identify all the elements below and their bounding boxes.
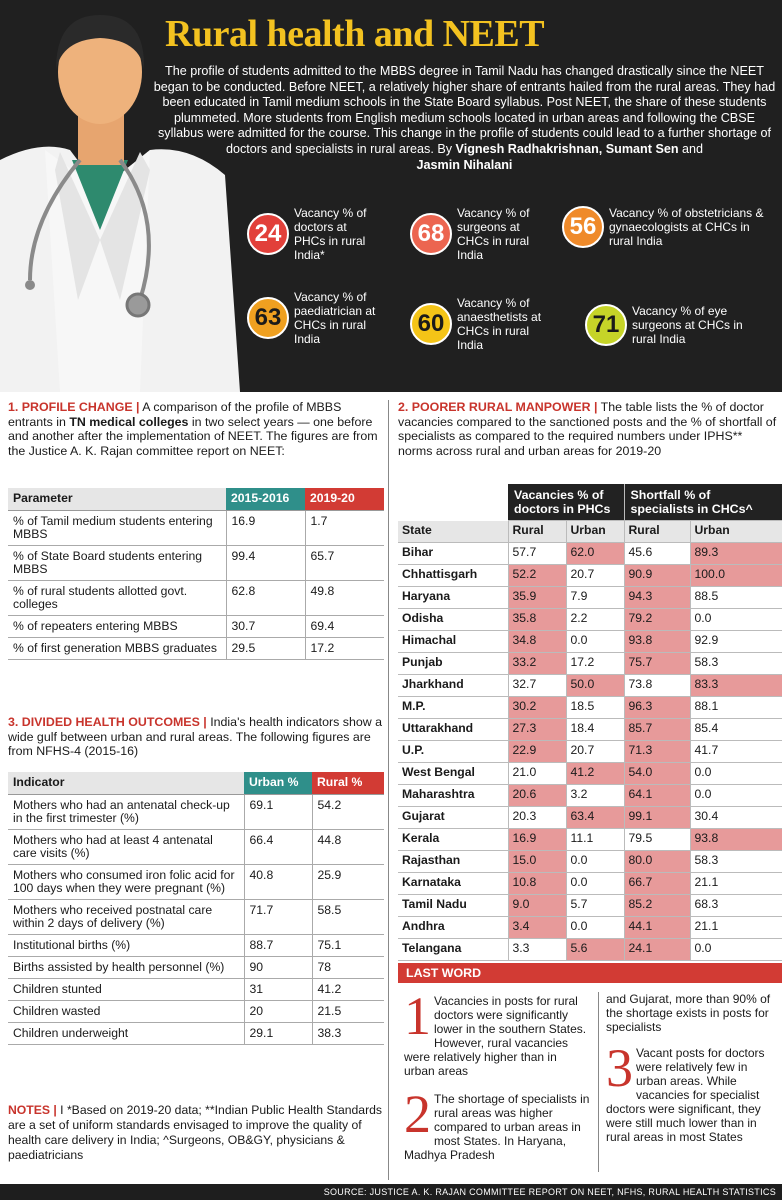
source-line: SOURCE: JUSTICE A. K. RAJAN COMMITTEE REPORT ON NEET, NFHS, RURAL HEALTH STATISTICS bbox=[0, 1184, 782, 1200]
point-text: The shortage of specialists in rural areas was higher compared to urban areas in most States. In Haryana, Madhya Pradesh bbox=[404, 1092, 590, 1162]
row-label: % of State Board students entering MBBS bbox=[8, 545, 226, 580]
row-label: Mothers who consumed iron folic acid for 100 days when they were pregnant (%) bbox=[8, 864, 244, 899]
cell-value: 62.0 bbox=[566, 543, 624, 565]
stat-label: Vacancy % of obstetricians & gynaecologists at CHCs in rural India bbox=[609, 206, 764, 248]
state-name: Rajasthan bbox=[398, 851, 508, 873]
cell-value: 11.1 bbox=[566, 829, 624, 851]
cell-value: 85.4 bbox=[690, 719, 782, 741]
col-header: Rural bbox=[508, 521, 566, 543]
state-name: West Bengal bbox=[398, 763, 508, 785]
cell-value: 83.3 bbox=[690, 675, 782, 697]
cell-value: 21.1 bbox=[690, 873, 782, 895]
stat-doctors-phc bbox=[247, 206, 402, 262]
row-label: % of repeaters entering MBBS bbox=[8, 615, 226, 637]
last-word-point-2 bbox=[404, 1084, 590, 1162]
cell-value: 0.0 bbox=[566, 873, 624, 895]
table-row bbox=[398, 939, 782, 961]
cell-value: 10.8 bbox=[508, 873, 566, 895]
table-row bbox=[8, 899, 384, 934]
group-header-row bbox=[398, 484, 782, 521]
col-header: Urban % bbox=[244, 772, 312, 794]
state-name: Maharashtra bbox=[398, 785, 508, 807]
stat-label: Vacancy % of doctors at PHCs in rural India* bbox=[294, 206, 367, 262]
cell-value: 21.0 bbox=[508, 763, 566, 785]
table-row bbox=[398, 829, 782, 851]
row-label: Mothers who had at least 4 antenatal care visits (%) bbox=[8, 829, 244, 864]
cell-value: 20.7 bbox=[566, 741, 624, 763]
stat-value: 56 bbox=[562, 206, 604, 248]
cell-value: 88.5 bbox=[690, 587, 782, 609]
cell-value: 65.7 bbox=[305, 545, 384, 580]
cell-value: 2.2 bbox=[566, 609, 624, 631]
stat-value: 68 bbox=[410, 213, 452, 255]
point-number: 1 bbox=[404, 986, 431, 1046]
table-header-row bbox=[398, 521, 782, 543]
row-label: % of first generation MBBS graduates bbox=[8, 637, 226, 659]
cell-value: 58.3 bbox=[690, 851, 782, 873]
cell-value: 66.7 bbox=[624, 873, 690, 895]
notes-heading: NOTES | bbox=[8, 1103, 61, 1117]
state-name: Punjab bbox=[398, 653, 508, 675]
state-name: Andhra bbox=[398, 917, 508, 939]
cell-value: 25.9 bbox=[312, 864, 384, 899]
cell-value: 99.1 bbox=[624, 807, 690, 829]
group-header-phc: Vacancies % of doctors in PHCs bbox=[508, 484, 624, 521]
outcomes-heading: 3. DIVIDED HEALTH OUTCOMES | bbox=[8, 715, 207, 729]
last-word-divider bbox=[598, 992, 599, 1172]
profile-intro bbox=[8, 400, 384, 458]
point-text: Vacancies in posts for rural doctors were significantly lower in the southern States. However, rural vacancies were relatively higher than in urban areas bbox=[404, 994, 587, 1078]
cell-value: 29.5 bbox=[226, 637, 305, 659]
cell-value: 69.1 bbox=[244, 794, 312, 829]
cell-value: 96.3 bbox=[624, 697, 690, 719]
cell-value: 52.2 bbox=[508, 565, 566, 587]
cell-value: 92.9 bbox=[690, 631, 782, 653]
cell-value: 29.1 bbox=[244, 1022, 312, 1044]
cell-value: 0.0 bbox=[690, 609, 782, 631]
cell-value: 90.9 bbox=[624, 565, 690, 587]
table-row bbox=[398, 697, 782, 719]
doctor-illustration bbox=[0, 0, 240, 392]
point-number: 3 bbox=[606, 1038, 633, 1098]
cell-value: 40.8 bbox=[244, 864, 312, 899]
state-name: Uttarakhand bbox=[398, 719, 508, 741]
stat-eye-surgeons bbox=[585, 304, 777, 346]
cell-value: 73.8 bbox=[624, 675, 690, 697]
outcomes-intro bbox=[8, 715, 384, 759]
profile-text-b: in two select years — one before and another after the implementation of NEET. The figures are from the Justice A. K. Rajan committee report on NEET: bbox=[8, 414, 378, 458]
last-word-heading: LAST WORD bbox=[398, 963, 782, 983]
state-name: Chhattisgarh bbox=[398, 565, 508, 587]
byline: Vignesh Radhakrishnan, Sumant Sen bbox=[455, 141, 679, 156]
manpower-heading: 2. POORER RURAL MANPOWER | bbox=[398, 400, 598, 414]
cell-value: 22.9 bbox=[508, 741, 566, 763]
manpower-intro bbox=[398, 400, 778, 458]
cell-value: 57.7 bbox=[508, 543, 566, 565]
table-row bbox=[8, 545, 384, 580]
state-name: Gujarat bbox=[398, 807, 508, 829]
state-name: Jharkhand bbox=[398, 675, 508, 697]
col-header: State bbox=[398, 521, 508, 543]
cell-value: 49.8 bbox=[305, 580, 384, 615]
cell-value: 9.0 bbox=[508, 895, 566, 917]
cell-value: 85.7 bbox=[624, 719, 690, 741]
cell-value: 20 bbox=[244, 1000, 312, 1022]
notes-text: I *Based on 2019-20 data; **Indian Public Health Standards are a set of uniform standards envisaged to improve the quality of health care delivery in India; ^Surgeons, OB&GY, physicians & paediatricians bbox=[8, 1103, 383, 1162]
outcomes-table bbox=[8, 772, 384, 1045]
table-row bbox=[398, 851, 782, 873]
stat-obstetricians bbox=[562, 206, 777, 248]
cell-value: 54.0 bbox=[624, 763, 690, 785]
cell-value: 94.3 bbox=[624, 587, 690, 609]
point-number: 2 bbox=[404, 1084, 431, 1144]
table-row bbox=[398, 587, 782, 609]
cell-value: 3.3 bbox=[508, 939, 566, 961]
cell-value: 90 bbox=[244, 956, 312, 978]
cell-value: 68.3 bbox=[690, 895, 782, 917]
stat-value: 24 bbox=[247, 213, 289, 255]
stat-value: 60 bbox=[410, 303, 452, 345]
table-row bbox=[398, 763, 782, 785]
row-label: Births assisted by health personnel (%) bbox=[8, 956, 244, 978]
cell-value: 45.6 bbox=[624, 543, 690, 565]
cell-value: 79.5 bbox=[624, 829, 690, 851]
row-label: Children wasted bbox=[8, 1000, 244, 1022]
col-header: 2019-20 bbox=[305, 488, 384, 510]
stat-label: Vacancy % of eye surgeons at CHCs in rural India bbox=[632, 304, 743, 346]
table-row bbox=[8, 1000, 384, 1022]
table-header-row bbox=[8, 772, 384, 794]
stat-value: 63 bbox=[247, 297, 289, 339]
cell-value: 66.4 bbox=[244, 829, 312, 864]
table-row bbox=[398, 741, 782, 763]
cell-value: 50.0 bbox=[566, 675, 624, 697]
state-name: Tamil Nadu bbox=[398, 895, 508, 917]
cell-value: 30.7 bbox=[226, 615, 305, 637]
cell-value: 93.8 bbox=[624, 631, 690, 653]
column-divider bbox=[388, 400, 389, 1180]
col-header: Rural bbox=[624, 521, 690, 543]
col-header: Parameter bbox=[8, 488, 226, 510]
cell-value: 63.4 bbox=[566, 807, 624, 829]
manpower-text: The table lists the % of doctor vacancies compared to the sanctioned posts and the % of shortfall of specialists as compared to the required numbers under IPHS** norms across rural and urban areas for 2019-20 bbox=[398, 400, 777, 458]
table-row bbox=[398, 895, 782, 917]
cell-value: 18.5 bbox=[566, 697, 624, 719]
cell-value: 41.2 bbox=[566, 763, 624, 785]
state-name: Bihar bbox=[398, 543, 508, 565]
cell-value: 5.7 bbox=[566, 895, 624, 917]
cell-value: 21.5 bbox=[312, 1000, 384, 1022]
stat-paediatrician bbox=[247, 290, 402, 346]
byline-and: and bbox=[682, 141, 704, 156]
table-row bbox=[8, 934, 384, 956]
state-name: M.P. bbox=[398, 697, 508, 719]
table-row bbox=[8, 794, 384, 829]
cell-value: 44.1 bbox=[624, 917, 690, 939]
row-label: % of Tamil medium students entering MBBS bbox=[8, 510, 226, 545]
table-row bbox=[398, 565, 782, 587]
cell-value: 58.3 bbox=[690, 653, 782, 675]
cell-value: 7.9 bbox=[566, 587, 624, 609]
manpower-table bbox=[398, 484, 782, 961]
row-label: Institutional births (%) bbox=[8, 934, 244, 956]
table-row bbox=[398, 917, 782, 939]
cell-value: 69.4 bbox=[305, 615, 384, 637]
cell-value: 34.8 bbox=[508, 631, 566, 653]
outcomes-text: India's health indicators show a wide gulf between urban and rural areas. The following figures are from NFHS-4 (2015-16) bbox=[8, 715, 383, 758]
cell-value: 64.1 bbox=[624, 785, 690, 807]
cell-value: 38.3 bbox=[312, 1022, 384, 1044]
cell-value: 35.8 bbox=[508, 609, 566, 631]
cell-value: 1.7 bbox=[305, 510, 384, 545]
table-row bbox=[398, 653, 782, 675]
cell-value: 18.4 bbox=[566, 719, 624, 741]
stat-label: Vacancy % of anaesthetists at CHCs in rural India bbox=[457, 296, 542, 352]
cell-value: 16.9 bbox=[508, 829, 566, 851]
cell-value: 41.7 bbox=[690, 741, 782, 763]
cell-value: 20.6 bbox=[508, 785, 566, 807]
cell-value: 78 bbox=[312, 956, 384, 978]
cell-value: 62.8 bbox=[226, 580, 305, 615]
table-header-row bbox=[8, 488, 384, 510]
point-text: Vacant posts for doctors were relatively few in urban areas. While vacancies for specialist doctors were significant, they were still much lower than in rural areas in most States bbox=[606, 1046, 765, 1144]
cell-value: 99.4 bbox=[226, 545, 305, 580]
cell-value: 33.2 bbox=[508, 653, 566, 675]
cell-value: 15.0 bbox=[508, 851, 566, 873]
cell-value: 32.7 bbox=[508, 675, 566, 697]
row-label: % of rural students allotted govt. colleges bbox=[8, 580, 226, 615]
hero-banner bbox=[0, 0, 782, 392]
cell-value: 17.2 bbox=[566, 653, 624, 675]
cell-value: 100.0 bbox=[690, 565, 782, 587]
table-row bbox=[8, 829, 384, 864]
cell-value: 17.2 bbox=[305, 637, 384, 659]
table-row bbox=[8, 864, 384, 899]
cell-value: 16.9 bbox=[226, 510, 305, 545]
cell-value: 20.7 bbox=[566, 565, 624, 587]
cell-value: 0.0 bbox=[566, 851, 624, 873]
cell-value: 54.2 bbox=[312, 794, 384, 829]
page-title: Rural health and NEET bbox=[165, 13, 545, 55]
table-row bbox=[8, 510, 384, 545]
cell-value: 93.8 bbox=[690, 829, 782, 851]
table-row bbox=[398, 807, 782, 829]
cell-value: 0.0 bbox=[690, 785, 782, 807]
cell-value: 41.2 bbox=[312, 978, 384, 1000]
row-label: Children underweight bbox=[8, 1022, 244, 1044]
stat-surgeons bbox=[410, 206, 560, 262]
cell-value: 30.4 bbox=[690, 807, 782, 829]
table-row bbox=[398, 675, 782, 697]
cell-value: 88.7 bbox=[244, 934, 312, 956]
profile-table bbox=[8, 488, 384, 660]
cell-value: 88.1 bbox=[690, 697, 782, 719]
table-row bbox=[8, 956, 384, 978]
table-row bbox=[8, 637, 384, 659]
profile-text-bold: TN medical colleges bbox=[69, 414, 189, 429]
state-name: Kerala bbox=[398, 829, 508, 851]
cell-value: 89.3 bbox=[690, 543, 782, 565]
col-header: 2015-2016 bbox=[226, 488, 305, 510]
cell-value: 35.9 bbox=[508, 587, 566, 609]
cell-value: 0.0 bbox=[690, 763, 782, 785]
last-word-point-1 bbox=[404, 986, 590, 1078]
byline-2: Jasmin Nihalani bbox=[416, 157, 513, 172]
table-row bbox=[398, 609, 782, 631]
state-name: Himachal bbox=[398, 631, 508, 653]
cell-value: 5.6 bbox=[566, 939, 624, 961]
cell-value: 85.2 bbox=[624, 895, 690, 917]
col-header: Indicator bbox=[8, 772, 244, 794]
cell-value: 58.5 bbox=[312, 899, 384, 934]
cell-value: 71.7 bbox=[244, 899, 312, 934]
profile-text-a: A comparison of the profile of MBBS entrants in bbox=[8, 400, 342, 429]
cell-value: 79.2 bbox=[624, 609, 690, 631]
profile-heading: 1. PROFILE CHANGE | bbox=[8, 400, 140, 414]
table-row bbox=[398, 719, 782, 741]
stat-label: Vacancy % of paediatrician at CHCs in rural India bbox=[294, 290, 376, 346]
table-row bbox=[8, 580, 384, 615]
group-header-chc: Shortfall % of specialists in CHCs^ bbox=[624, 484, 782, 521]
table-row bbox=[398, 873, 782, 895]
cell-value: 3.2 bbox=[566, 785, 624, 807]
cell-value: 3.4 bbox=[508, 917, 566, 939]
state-name: Odisha bbox=[398, 609, 508, 631]
last-word-point-3 bbox=[606, 1038, 778, 1144]
table-row bbox=[8, 615, 384, 637]
cell-value: 30.2 bbox=[508, 697, 566, 719]
state-name: Telangana bbox=[398, 939, 508, 961]
state-name: Karnataka bbox=[398, 873, 508, 895]
row-label: Mothers who received postnatal care within 2 days of delivery (%) bbox=[8, 899, 244, 934]
stat-anaesthetists bbox=[410, 296, 565, 352]
cell-value: 71.3 bbox=[624, 741, 690, 763]
cell-value: 75.7 bbox=[624, 653, 690, 675]
col-header: Urban bbox=[566, 521, 624, 543]
intro-body: The profile of students admitted to the MBBS degree in Tamil Nadu has changed drastically since the NEET began to be conducted. Before NEET, a relatively higher share of entrants hailed from the rural areas. They had been educated in Tamil medium schools in the State Board syllabus. Post NEET, the share of these students plummeted. More students from English medium schools located in urban areas and following the CBSE syllabus were admitted for the course. This change in the profile of students could lead to a further shortage of doctors and specialists in rural areas. By bbox=[153, 64, 776, 156]
notes bbox=[8, 1103, 384, 1163]
col-header: Urban bbox=[690, 521, 782, 543]
cell-value: 31 bbox=[244, 978, 312, 1000]
last-word-point-2-cont: and Gujarat, more than 90% of the shortage exists in posts for specialists bbox=[606, 992, 771, 1034]
cell-value: 75.1 bbox=[312, 934, 384, 956]
col-header: Rural % bbox=[312, 772, 384, 794]
cell-value: 44.8 bbox=[312, 829, 384, 864]
stat-value: 71 bbox=[585, 304, 627, 346]
group-spacer bbox=[398, 484, 508, 521]
cell-value: 24.1 bbox=[624, 939, 690, 961]
cell-value: 27.3 bbox=[508, 719, 566, 741]
cell-value: 21.1 bbox=[690, 917, 782, 939]
cell-value: 20.3 bbox=[508, 807, 566, 829]
cell-value: 0.0 bbox=[690, 939, 782, 961]
table-row bbox=[398, 785, 782, 807]
intro-text bbox=[152, 64, 777, 173]
cell-value: 80.0 bbox=[624, 851, 690, 873]
state-name: Haryana bbox=[398, 587, 508, 609]
row-label: Children stunted bbox=[8, 978, 244, 1000]
stat-label: Vacancy % of surgeons at CHCs in rural India bbox=[457, 206, 530, 262]
table-row bbox=[398, 631, 782, 653]
table-row bbox=[398, 543, 782, 565]
cell-value: 0.0 bbox=[566, 917, 624, 939]
table-row bbox=[8, 1022, 384, 1044]
cell-value: 0.0 bbox=[566, 631, 624, 653]
table-row bbox=[8, 978, 384, 1000]
row-label: Mothers who had an antenatal check-up in the first trimester (%) bbox=[8, 794, 244, 829]
state-name: U.P. bbox=[398, 741, 508, 763]
